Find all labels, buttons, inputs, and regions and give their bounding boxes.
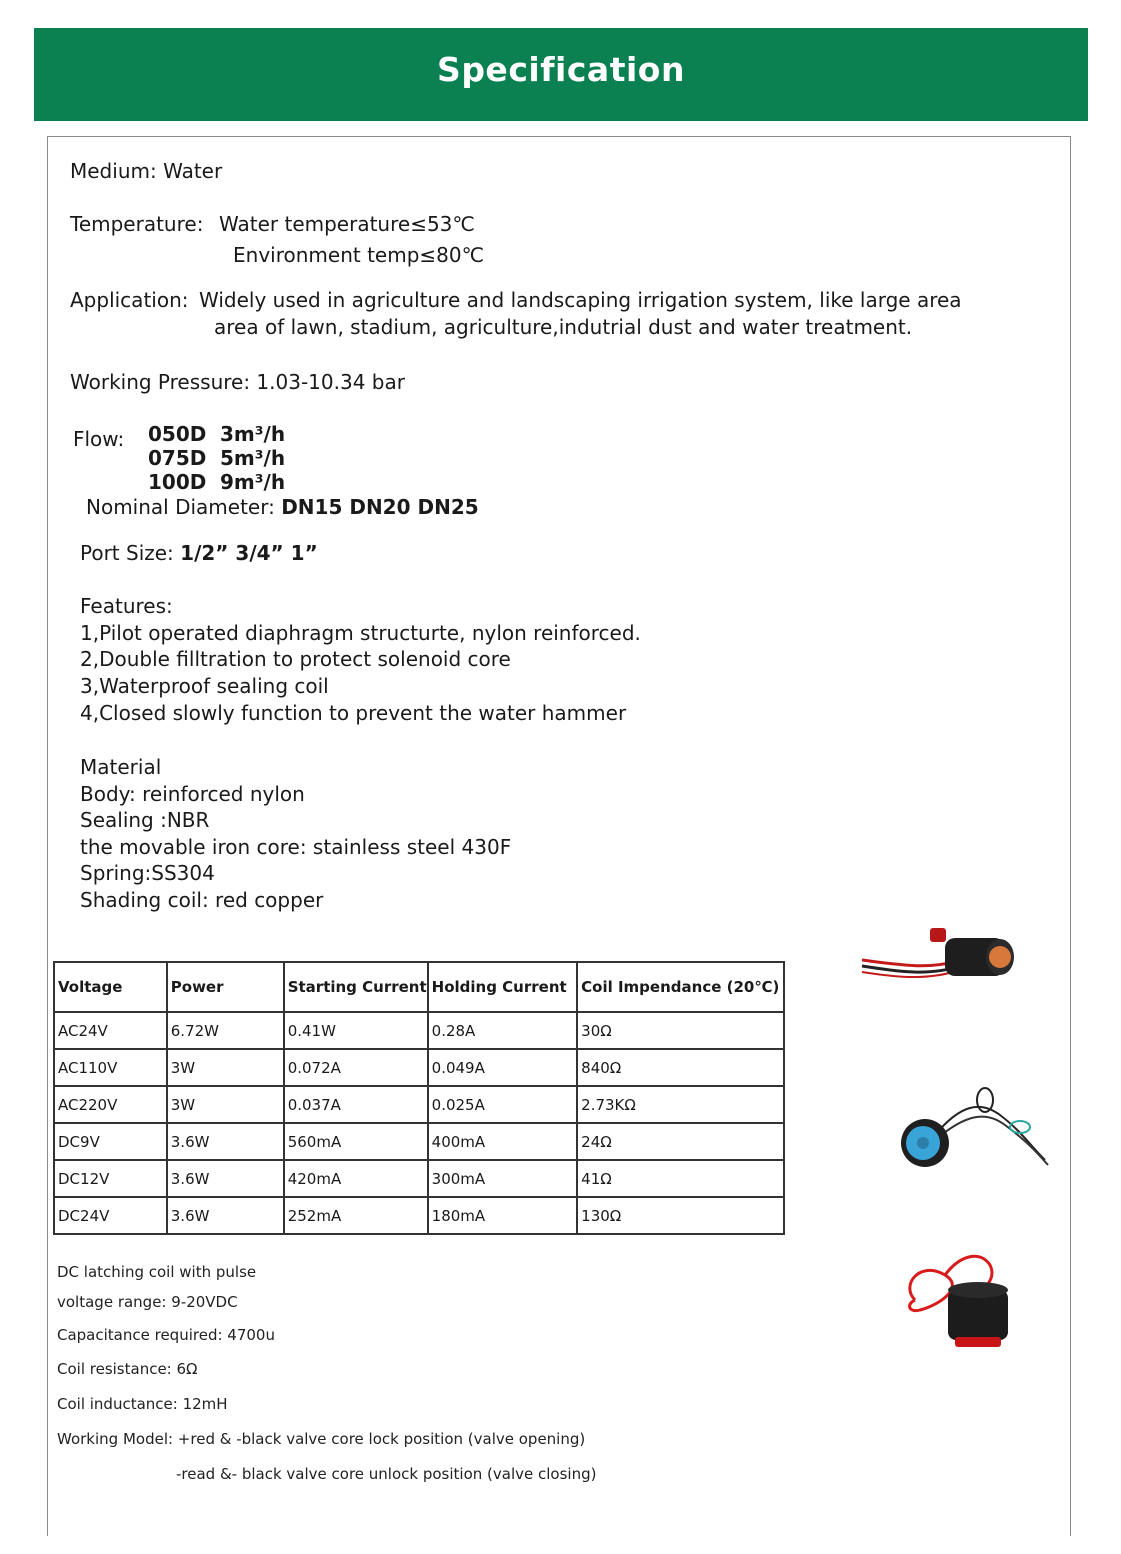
table-cell: 252mA bbox=[284, 1197, 428, 1234]
material-item: Spring:SS304 bbox=[80, 861, 215, 885]
table-cell: 180mA bbox=[428, 1197, 578, 1234]
latching-line: -read &- black valve core unlock position (valve closing) bbox=[176, 1465, 597, 1483]
table-cell: 2.73KΩ bbox=[577, 1086, 784, 1123]
table-cell: 30Ω bbox=[577, 1012, 784, 1049]
latching-line: DC latching coil with pulse bbox=[57, 1263, 257, 1281]
application-label: Application: bbox=[70, 288, 189, 312]
flow-value: 5m³/h bbox=[220, 446, 286, 470]
flow-label: Flow: bbox=[73, 427, 125, 451]
table-row bbox=[54, 1197, 784, 1234]
header-coil-impedance: Coil Impendance (20℃) bbox=[577, 962, 784, 1012]
temperature-environment: Environment temp≤80℃ bbox=[233, 243, 485, 267]
flow-code: 050D bbox=[148, 422, 207, 446]
table-cell: 0.41W bbox=[284, 1012, 428, 1049]
table-cell: AC110V bbox=[54, 1049, 167, 1086]
page-title: Specification bbox=[437, 50, 685, 89]
table-cell: 6.72W bbox=[167, 1012, 284, 1049]
medium-line: Medium: Water bbox=[70, 159, 223, 183]
coil-photo-orange bbox=[860, 920, 1030, 1000]
table-cell: 0.28A bbox=[428, 1012, 578, 1049]
feature-item: 3,Waterproof sealing coil bbox=[80, 674, 329, 698]
table-cell: AC220V bbox=[54, 1086, 167, 1123]
table-cell: DC24V bbox=[54, 1197, 167, 1234]
application-line-1: Widely used in agriculture and landscaping irrigation system, like large area bbox=[199, 288, 962, 312]
working-pressure: Working Pressure: 1.03-10.34 bar bbox=[70, 370, 405, 394]
flow-code: 075D bbox=[148, 446, 207, 470]
port-size bbox=[80, 543, 318, 563]
table-cell: 0.049A bbox=[428, 1049, 578, 1086]
table-cell: 0.025A bbox=[428, 1086, 578, 1123]
table-cell: 130Ω bbox=[577, 1197, 784, 1234]
title-banner bbox=[34, 28, 1088, 121]
flow-row bbox=[148, 448, 285, 468]
table-row bbox=[54, 1012, 784, 1049]
table-cell: 3.6W bbox=[167, 1160, 284, 1197]
header-voltage: Voltage bbox=[54, 962, 167, 1012]
coil-photo-red bbox=[900, 1245, 1030, 1355]
table-header-row bbox=[54, 962, 784, 1012]
table-cell: AC24V bbox=[54, 1012, 167, 1049]
header-power: Power bbox=[167, 962, 284, 1012]
latching-line: Coil resistance: 6Ω bbox=[57, 1360, 198, 1378]
table-row bbox=[54, 1086, 784, 1123]
feature-item: 2,Double filltration to protect solenoid core bbox=[80, 647, 511, 671]
table-cell: 0.037A bbox=[284, 1086, 428, 1123]
table-cell: 560mA bbox=[284, 1123, 428, 1160]
feature-item: 4,Closed slowly function to prevent the water hammer bbox=[80, 701, 627, 725]
flow-value: 3m³/h bbox=[220, 422, 286, 446]
table-cell: 3W bbox=[167, 1086, 284, 1123]
material-item: Shading coil: red copper bbox=[80, 888, 324, 912]
nominal-value: DN15 DN20 DN25 bbox=[281, 495, 479, 519]
feature-item: 1,Pilot operated diaphragm structurte, nylon reinforced. bbox=[80, 621, 641, 645]
material-title: Material bbox=[80, 755, 162, 779]
temperature-water: Water temperature≤53℃ bbox=[219, 212, 475, 236]
latching-line: Coil inductance: 12mH bbox=[57, 1395, 228, 1413]
material-item: Sealing :NBR bbox=[80, 808, 210, 832]
port-value: 1/2” 3/4” 1” bbox=[180, 541, 318, 565]
table-row bbox=[54, 1123, 784, 1160]
latching-line: voltage range: 9-20VDC bbox=[57, 1293, 238, 1311]
header-holding-current: Holding Current bbox=[428, 962, 578, 1012]
latching-line: Working Model: +red & -black valve core lock position (valve opening) bbox=[57, 1430, 586, 1448]
table-cell: 400mA bbox=[428, 1123, 578, 1160]
nominal-label: Nominal Diameter: bbox=[86, 495, 275, 519]
latching-line: Capacitance required: 4700u bbox=[57, 1326, 275, 1344]
application-line-2: area of lawn, stadium, agriculture,indutrial dust and water treatment. bbox=[214, 315, 913, 339]
table-cell: 41Ω bbox=[577, 1160, 784, 1197]
material-item: the movable iron core: stainless steel 430F bbox=[80, 835, 512, 859]
port-label: Port Size: bbox=[80, 541, 174, 565]
coil-spec-table bbox=[53, 961, 785, 1235]
table-cell: 3.6W bbox=[167, 1123, 284, 1160]
flow-row bbox=[148, 424, 285, 444]
table-row bbox=[54, 1049, 784, 1086]
flow-code: 100D bbox=[148, 470, 207, 494]
table-cell: 840Ω bbox=[577, 1049, 784, 1086]
table-cell: 3.6W bbox=[167, 1197, 284, 1234]
table-cell: 420mA bbox=[284, 1160, 428, 1197]
material-item: Body: reinforced nylon bbox=[80, 782, 305, 806]
header-starting-current: Starting Current bbox=[284, 962, 428, 1012]
coil-photo-blue bbox=[890, 1085, 1055, 1180]
flow-value: 9m³/h bbox=[220, 470, 286, 494]
table-cell: 300mA bbox=[428, 1160, 578, 1197]
table-cell: DC12V bbox=[54, 1160, 167, 1197]
table-cell: 24Ω bbox=[577, 1123, 784, 1160]
flow-row bbox=[148, 472, 285, 492]
nominal-diameter bbox=[86, 497, 479, 517]
table-cell: 3W bbox=[167, 1049, 284, 1086]
table-cell: 0.072A bbox=[284, 1049, 428, 1086]
table-row bbox=[54, 1160, 784, 1197]
features-title: Features: bbox=[80, 594, 173, 618]
table-cell: DC9V bbox=[54, 1123, 167, 1160]
temperature-label: Temperature: bbox=[70, 212, 204, 236]
